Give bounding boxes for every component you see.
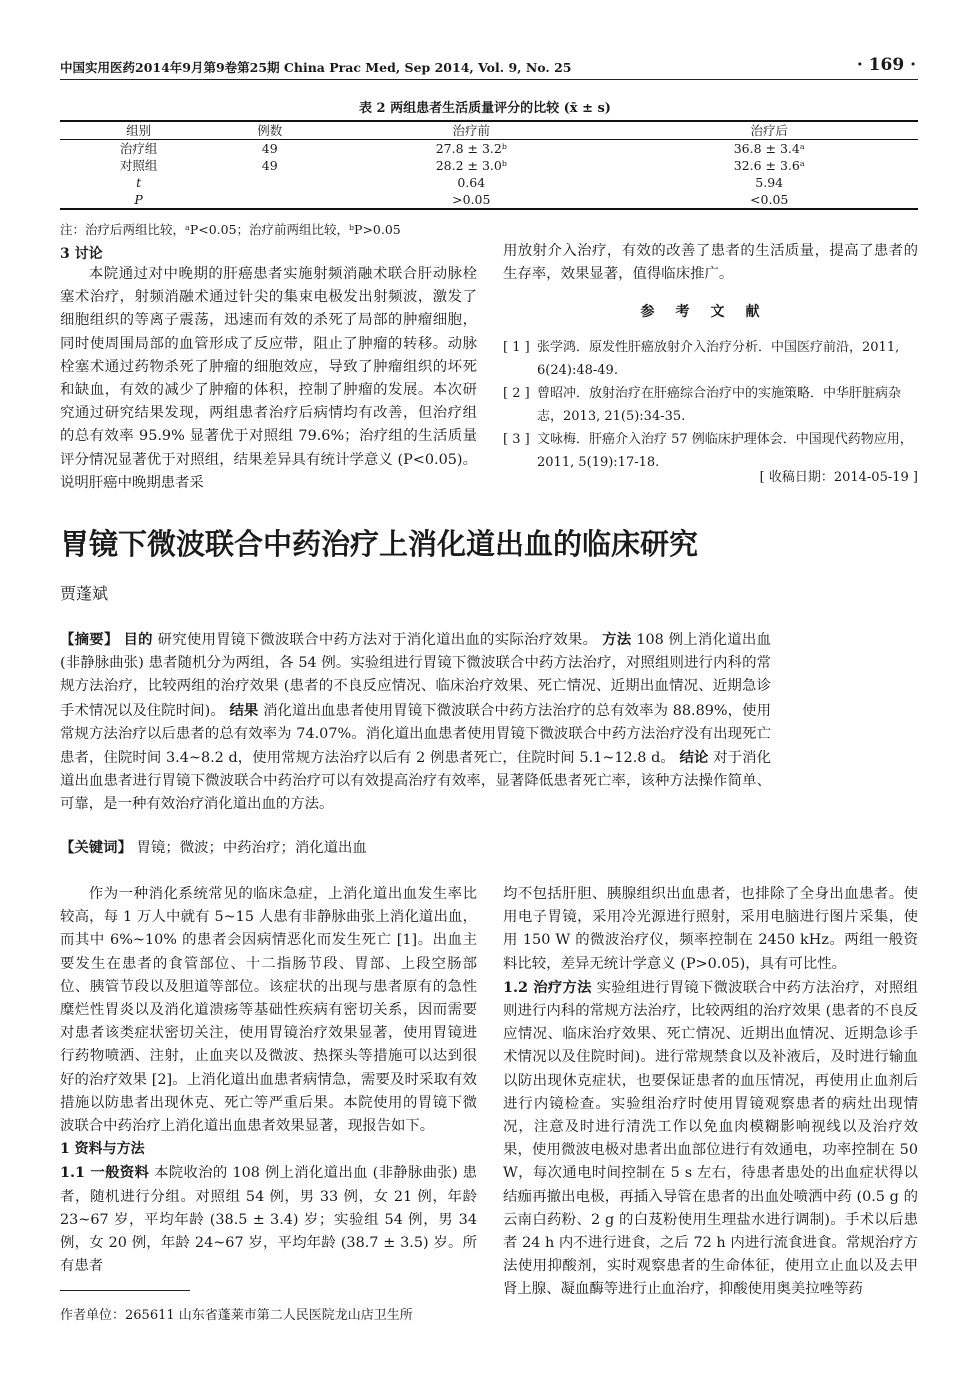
methods-label: 方法: [602, 631, 632, 648]
keywords-label: 【关键词】: [60, 839, 132, 856]
body-right-column: [503, 883, 918, 1302]
table-cell: 27.8 ± 3.2ᵇ: [435, 141, 507, 156]
column-header: 治疗后: [620, 121, 918, 140]
table-cell: >0.05: [322, 191, 620, 209]
table-row: [60, 174, 918, 191]
methods-section-heading: 1 资料与方法: [60, 1141, 145, 1158]
results-text: 消化道出血患者使用胃镜下微波联合中药方法治疗的总有效率为 88.89%，使用常规方法治疗以后患者的总有效率为 74.07%。消化道出血患者使用胃镜下微波联合中药方法治疗没有出现死亡患者，住院时间 3.4~8.2 d，使用常规方法治疗以后有 2 例患者死亡，住院时间 5.1~12.8 d。: [60, 702, 771, 767]
author-affiliation: 作者单位：265611 山东省蓬莱市第二人民医院龙山店卫生所: [60, 1308, 413, 1323]
table-cell: <0.05: [620, 191, 918, 209]
table-cell: 5.94: [755, 175, 784, 190]
table-cell: 36.8 ± 3.4ᵃ: [733, 141, 805, 156]
header-rule: [60, 79, 918, 80]
table-cell: P: [60, 191, 217, 209]
reference-item: [503, 337, 918, 382]
table-header-row: [60, 121, 918, 140]
table-cell: 28.2 ± 3.0ᵇ: [435, 158, 507, 173]
objective-text: 研究使用胃镜下微波联合中药方法对于消化道出血的实际治疗效果。: [157, 632, 598, 648]
discussion-paragraph-continued: 用放射介入治疗，有效的改善了患者的生活质量，提高了患者的生存率，效果显著，值得临床推广。: [503, 243, 918, 283]
table-row: [60, 140, 918, 158]
table-cell: [217, 174, 322, 191]
quality-of-life-table: [60, 120, 918, 210]
general-data-label: 1.1 一般资料: [60, 1164, 150, 1182]
table-cell: 49: [261, 158, 278, 173]
footnote-rule: [60, 1290, 190, 1291]
body-left-column: [60, 883, 477, 1278]
general-data-paragraph: [60, 1161, 477, 1278]
reference-number: [ 3 ]: [503, 432, 530, 447]
table-cell: 0.64: [457, 175, 486, 190]
conclusion-text: 对于消化道出血患者进行胃镜下微波联合中药治疗可以有效提高治疗有效率，显著降低患者死亡率，该种方法操作简单、可靠，是一种有效治疗消化道出血的方法。: [60, 750, 772, 813]
treatment-text: 实验组进行胃镜下微波联合中药方法治疗，对照组则进行内科的常规方法治疗，比较两组的治疗效果 (患者的不良反应情况、临床治疗效果、死亡情况、近期出血情况、近期急诊手术情况以及住院时间)。进行常规禁食以及补液后，及时进行输血以防出现休克症状，也要保证患者的血压情况，再使用止血剂后进行内镜检查。实验组治疗时使用胃镜观察患者的病灶出现情况，注意及时进行清洗工作以免血肉模糊影响视线以及治疗效果，使用微波电极对患者出血部位进行有效通电，功率控制在 50 W，每次通电时间控制在 5 s 左右，待患者患处的出血症状得以结痂再撤出电极，再插入导管在患者的出血处喷洒中药 (0.5 g 的云南白药粉、2 g 的白芨粉使用生理盐水进行调制)。手术以后患者 24 h 内不进行进食，之后 72 h 内进行流食进食。常规治疗方法使用抑酸剂，实时观察患者的生命体征，使用立止血以及去甲肾上腺、凝血酶等进行止血治疗，抑酸使用奥美拉唑等药: [503, 979, 918, 1298]
reference-number: [ 2 ]: [503, 386, 530, 401]
reference-text: 张学鸿．原发性肝癌放射介入治疗分析．中国医疗前沿，2011, 6(24):48-49.: [537, 340, 900, 378]
treatment-label: 1.2 治疗方法: [503, 978, 592, 996]
conclusion-label: 结论: [679, 749, 709, 767]
column-header: 组别: [60, 121, 217, 140]
table-cell: t: [136, 175, 142, 190]
table-caption: 表 2 两组患者生活质量评分的比较 (x̄ ± s): [359, 101, 611, 116]
discussion-paragraph: 本院通过对中晚期的肝癌患者实施射频消融术联合肝动脉栓塞术治疗，射频消融术通过针尖的集束电极发出射频波，激发了细胞组织的等离子震荡，迅速而有效的杀死了局部的肿瘤细胞，同时使周围局部的血管形成了反应带，阻止了肿瘤的转移。动脉栓塞术通过药物杀死了肿瘤的细胞效应，导致了肿瘤组织的坏死和缺血，有效的减少了肿瘤的体积，控制了肿瘤的发展。本次研究通过研究结果发现，两组患者治疗后病情均有改善，但治疗组的总有效率 95.9% 显著优于对照组 79.6%；治疗组的生活质量评分情况显著优于对照组，结果差异具有统计学意义 (P<0.05)。说明肝癌中晚期患者采: [60, 266, 477, 491]
discussion-body: [60, 263, 477, 495]
reference-item: [503, 383, 918, 428]
general-data-text: 本院收治的 108 例上消化道出血 (非静脉曲张) 患者，随机进行分组。对照组 54 例，男 33 例，女 21 例，年龄 23~67 岁，平均年龄 (38.5 ± 3.4) 岁；实验组 54 例，男 34 例，女 20 例，年龄 24~67 岁，平均年龄 (38.7 ± 3.5) 岁。所有患者: [60, 1165, 478, 1275]
abstract-label: 【摘要】: [60, 631, 119, 648]
abstract: [60, 628, 771, 817]
table-cell: [217, 191, 322, 209]
references-heading: 参考文献: [640, 304, 781, 320]
reference-text: 文咏梅．肝癌介入治疗 57 例临床护理体会．中国现代药物应用，2011, 5(19):17-18.: [537, 432, 913, 470]
table-cell: 对照组: [119, 158, 158, 173]
running-header: [60, 55, 918, 80]
keywords: [60, 836, 367, 857]
treatment-paragraph: [503, 976, 918, 1302]
general-data-continued: 均不包括肝胆、胰腺组织出血患者，也排除了全身出血患者。使用电子胃镜，采用冷光源进行照射，采用电脑进行图片采集，使用 150 W 的微波治疗仪，频率控制在 2450 kHz。两组一般资料比较，差异无统计学意义 (P>0.05)，具有可比性。: [503, 886, 918, 972]
reference-text: 曾昭冲．放射治疗在肝癌综合治疗中的实施策略．中华肝脏病杂志，2013, 21(5):34-35.: [537, 386, 902, 424]
table-note: 注：治疗后两组比较，ᵃP<0.05；治疗前两组比较，ᵇP>0.05: [60, 222, 401, 237]
objective-label: 目的: [123, 631, 153, 648]
article-title: 胃镜下微波联合中药治疗上消化道出血的临床研究: [60, 527, 699, 561]
results-label: 结果: [229, 701, 259, 719]
table-cell: 32.6 ± 3.6ᵃ: [733, 158, 805, 173]
page-number: · 169 ·: [856, 55, 916, 75]
column-header: 例数: [217, 121, 322, 140]
discussion-heading: 3 讨论: [60, 246, 103, 262]
reference-number: [ 1 ]: [503, 340, 530, 355]
received-date: [ 收稿日期：2014-05-19 ]: [759, 470, 918, 485]
table-cell: 49: [261, 141, 278, 156]
table-row: [60, 191, 918, 209]
table-cell: 治疗组: [119, 141, 158, 156]
article-author: 贾蓬斌: [60, 584, 109, 603]
table-row: [60, 157, 918, 174]
methods-text: 108 例上消化道出血 (非静脉曲张) 患者随机分为两组，各 54 例。实验组进行胃镜下微波联合中药方法治疗，对照组则进行内科的常规方法治疗，比较两组的治疗效果 (患者的不良反应情况、临床治疗效果、死亡情况、近期出血情况、近期急诊手术情况以及住院时间)。: [60, 632, 771, 719]
references-list: [503, 337, 918, 475]
intro-paragraph: 作为一种消化系统常见的临床急症，上消化道出血发生率比较高，每 1 万人中就有 5~15 人患有非静脉曲张上消化道出血，而其中 6%~10% 的患者会因病情恶化而发生死亡 [1]。出血主要发生在患者的食管部位、十二指肠节段、胃部、上段空肠部位、胰管节段以及胆道等部位。该症状的出现与患者原有的急性糜烂性胃炎以及消化道溃疡等基础性疾病有密切关系，因而需要对患者该类症状密切关注，使用胃镜治疗效果显著，使用胃镜进行药物喷洒、注射，止血夹以及微波、热探头等措施可以达到很好的治疗效果 [2]。上消化道出血患者病情急，需要及时采取有效措施以防患者出现休克、死亡等严重后果。本院使用的胃镜下微波联合中药治疗上消化道出血患者效果显著，现报告如下。: [60, 886, 477, 1135]
discussion-continued: [503, 240, 918, 286]
column-header: 治疗前: [322, 121, 620, 140]
journal-info: 中国实用医药2014年9月第9卷第25期 China Prac Med, Sep 2014, Vol. 9, No. 25: [60, 60, 572, 75]
keywords-text: 胃镜；微波；中药治疗；消化道出血: [136, 840, 367, 856]
